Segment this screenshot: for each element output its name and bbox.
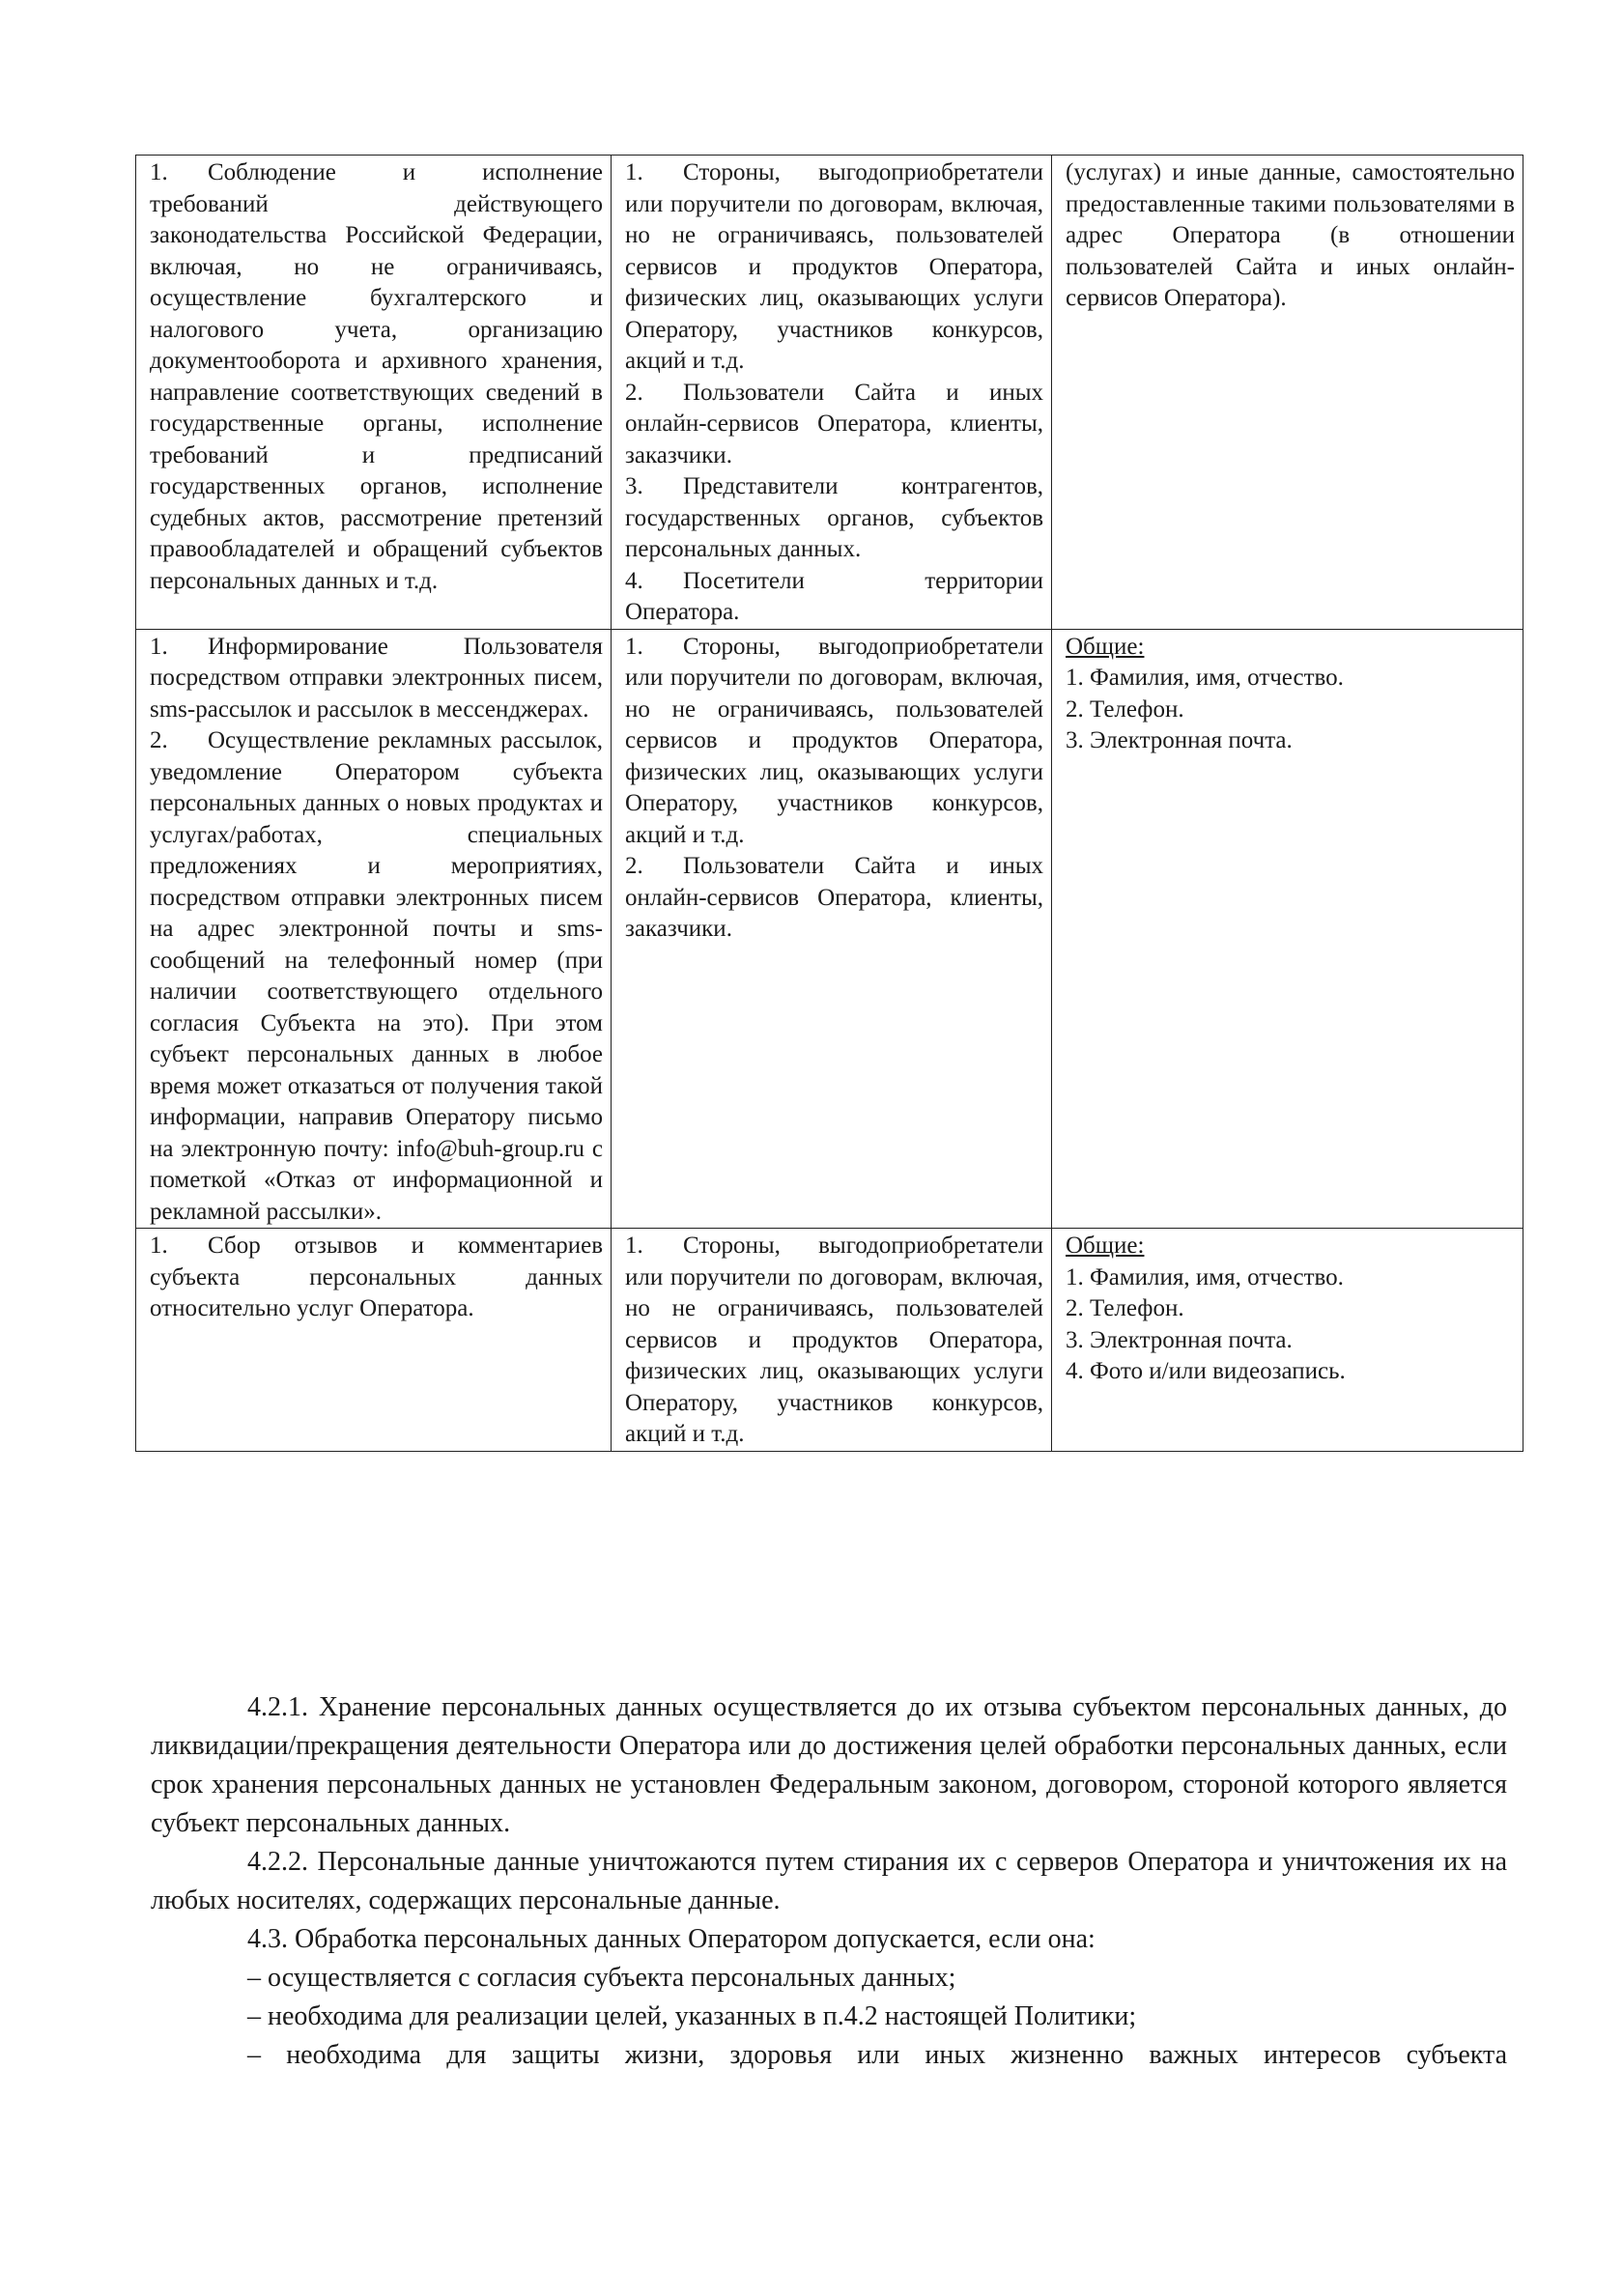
subjects-cell bbox=[612, 156, 1052, 630]
body-paragraph: 4.3. Обработка персональных данных Оператором допускается, если она: bbox=[247, 1924, 1096, 1954]
purpose-item bbox=[150, 725, 603, 1228]
purpose-item-text: Осуществление рекламных рассылок, уведомление Оператором субъекта персональных данных о новых продуктах и услугах/работах, специальных предложениях и мероприятиях, посредством отправки электронных писем на адрес электронной почты и sms-сообщений на телефонный номер (при наличии соответствующего отдельного согласия Субъекта на это). При этом субъект персональных данных в любое время может отказаться от получения такой информации, направив Оператору письмо на электронную почту: info@buh-group.ru с пометкой «Отказ от информационной и рекламной рассылки». bbox=[150, 727, 603, 1225]
purpose-item bbox=[150, 1231, 603, 1325]
purpose-cell bbox=[136, 1229, 612, 1452]
subject-item-number: 1. bbox=[625, 633, 643, 660]
purpose-item bbox=[150, 157, 603, 597]
subject-item bbox=[625, 378, 1043, 472]
purpose-cell bbox=[136, 156, 612, 630]
subject-item-text: Представители контрагентов, государственных органов, субъектов персональных данных. bbox=[625, 473, 1043, 562]
data-categories-heading: Общие: bbox=[1066, 633, 1145, 660]
purpose-item bbox=[150, 632, 603, 726]
data-categories-cell bbox=[1052, 156, 1523, 630]
purpose-item-number: 1. bbox=[150, 633, 168, 660]
purpose-item-text: Информирование Пользователя посредством отправки электронных писем, sms-рассылок и рассылок в мессенджерах. bbox=[150, 633, 603, 723]
subject-item bbox=[625, 157, 1043, 378]
purpose-item-number: 2. bbox=[150, 727, 168, 753]
subject-item-number: 4. bbox=[625, 567, 643, 594]
subject-item-text: Пользователи Сайта и иных онлайн-сервисов Оператора, клиенты, заказчики. bbox=[625, 379, 1043, 468]
data-category-item: 2. Телефон. bbox=[1066, 1295, 1184, 1321]
subjects-cell bbox=[612, 1229, 1052, 1452]
subject-item-text: Стороны, выгодоприобретатели или поручители по договорам, включая, но не ограничиваясь, пользователей сервисов и продуктов Оператора, физических лиц, оказывающих услуги Оператору, участников конкурсов, акций и т.д. bbox=[625, 159, 1043, 374]
subject-item-text: Стороны, выгодоприобретатели или поручители по договорам, включая, но не ограничиваясь, пользователей сервисов и продуктов Оператора, физических лиц, оказывающих услуги Оператору, участников конкурсов, акций и т.д. bbox=[625, 1233, 1043, 1447]
subject-item bbox=[625, 1231, 1043, 1451]
data-category-item: 3. Электронная почта. bbox=[1066, 1326, 1293, 1353]
data-categories-heading: Общие: bbox=[1066, 1233, 1145, 1259]
purpose-item-text: Сбор отзывов и комментариев субъекта персональных данных относительно услуг Оператора. bbox=[150, 1233, 603, 1321]
purpose-item-text: Соблюдение и исполнение требований действующего законодательства Российской Федерации, включая, но не ограничиваясь, осуществление бухгалтерского и налогового учета, организацию документооборота и архивного хранения, направление соответствующих сведений в государственные органы, исполнение требований и предписаний государственных органов, исполнение судебных актов, рассмотрение претензий правообладателей и обращений субъектов персональных данных и т.д. bbox=[150, 159, 603, 594]
table-row bbox=[136, 1229, 1523, 1452]
subject-item-number: 3. bbox=[625, 473, 643, 499]
subject-item-text: Стороны, выгодоприобретатели или поручители по договорам, включая, но не ограничиваясь, пользователей сервисов и продуктов Оператора, физических лиц, оказывающих услуги Оператору, участников конкурсов, акций и т.д. bbox=[625, 633, 1043, 848]
data-category-item: 3. Электронная почта. bbox=[1066, 727, 1293, 753]
subject-item-number: 2. bbox=[625, 853, 643, 879]
subject-item-text: Пользователи Сайта и иных онлайн-сервисов Оператора, клиенты, заказчики. bbox=[625, 853, 1043, 942]
subjects-cell bbox=[612, 629, 1052, 1229]
purpose-item-number: 1. bbox=[150, 1233, 168, 1259]
data-categories-cell bbox=[1052, 629, 1523, 1229]
body-paragraph: 4.2.1. Хранение персональных данных осуществляется до их отзыва субъектом персональных данных, до ликвидации/прекращения деятельности Оператора или до достижения целей обработки персональных данных, если срок хранения персональных данных не установлен Федеральным законом, договором, стороной которого является субъект персональных данных. bbox=[151, 1692, 1507, 1838]
subject-item bbox=[625, 566, 1043, 629]
body-text bbox=[151, 1688, 1507, 2075]
personal-data-table bbox=[135, 155, 1523, 1452]
subject-item-number: 1. bbox=[625, 1233, 643, 1259]
subject-item bbox=[625, 632, 1043, 852]
data-category-item: 2. Телефон. bbox=[1066, 695, 1184, 723]
subject-item-text: Посетители территории Оператора. bbox=[625, 567, 1043, 625]
subject-item-number: 2. bbox=[625, 379, 643, 406]
table-row bbox=[136, 156, 1523, 630]
table-body bbox=[136, 156, 1523, 1452]
data-category-item: 4. Фото и/или видеозапись. bbox=[1066, 1358, 1346, 1384]
subject-item bbox=[625, 851, 1043, 946]
purpose-item-number: 1. bbox=[150, 159, 168, 185]
body-paragraph: 4.2.2. Персональные данные уничтожаются путем стирания их с серверов Оператора и уничтожения их на любых носителях, содержащих персональные данные. bbox=[151, 1847, 1507, 1915]
data-categories-cell bbox=[1052, 1229, 1523, 1452]
subject-item-number: 1. bbox=[625, 159, 643, 185]
subject-item bbox=[625, 471, 1043, 566]
body-paragraph: – необходима для защиты жизни, здоровья или иных жизненно важных интересов субъекта bbox=[247, 2040, 1507, 2070]
data-category-item: 1. Фамилия, имя, отчество. bbox=[1066, 1263, 1344, 1290]
data-categories-text: (услугах) и иные данные, самостоятельно предоставленные такими пользователями в адрес Оператора (в отношении пользователей Сайта и иных онлайн-сервисов Оператора). bbox=[1066, 159, 1515, 311]
data-category-item: 1. Фамилия, имя, отчество. bbox=[1066, 665, 1344, 691]
purpose-cell bbox=[136, 629, 612, 1229]
table-row bbox=[136, 629, 1523, 1229]
body-paragraph: – необходима для реализации целей, указанных в п.4.2 настоящей Политики; bbox=[247, 2001, 1137, 2031]
body-paragraph: – осуществляется с согласия субъекта персональных данных; bbox=[247, 1963, 956, 1993]
